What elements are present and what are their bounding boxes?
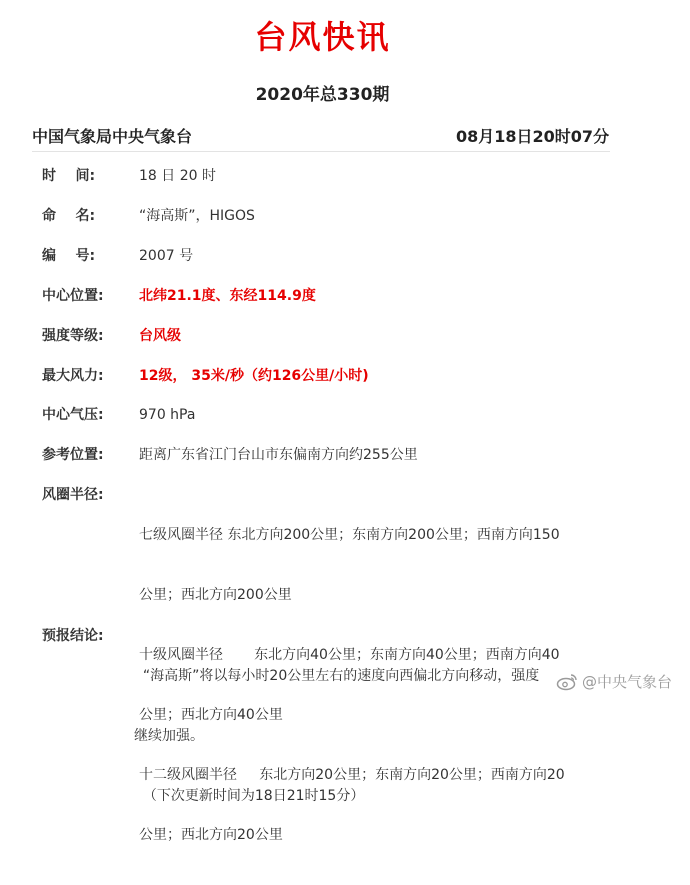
center-position-value: 北纬21.1度、东经114.9度 bbox=[139, 288, 316, 304]
wind-radius-line: 公里；西北方向40公里 bbox=[139, 707, 283, 723]
wind-radius-line: 十二级风圈半径 东北方向20公里；东南方向20公里；西南方向20 bbox=[139, 767, 565, 783]
max-wind-label: 最大风力: bbox=[42, 368, 104, 384]
wind-radius-line: 公里；西北方向200公里 bbox=[139, 587, 292, 603]
pressure-label: 中心气压: bbox=[42, 407, 104, 423]
time-label: 时 间: bbox=[42, 168, 96, 184]
pressure-value: 970 hPa bbox=[139, 407, 196, 423]
forecast-line: “海高斯”将以每小时20公里左右的速度向西偏北方向移动，强度 bbox=[134, 668, 540, 684]
number-value: 2007 号 bbox=[139, 248, 194, 264]
name-label: 命 名: bbox=[42, 208, 96, 224]
page-title: 台风快讯 bbox=[254, 18, 391, 56]
intensity-value: 台风级 bbox=[139, 328, 181, 344]
wind-radius-line: 七级风圈半径 东北方向200公里；东南方向200公里；西南方向150 bbox=[139, 527, 560, 543]
intensity-label: 强度等级: bbox=[42, 328, 104, 344]
reference-value: 距离广东省江门台山市东偏南方向约255公里 bbox=[139, 447, 418, 463]
wind-radius-line: 公里；西北方向20公里 bbox=[139, 827, 283, 843]
agency-name: 中国气象局中央气象台 bbox=[32, 127, 193, 146]
watermark bbox=[556, 671, 672, 692]
watermark-text: @中央气象台 bbox=[582, 673, 673, 691]
forecast-line: 继续加强。 bbox=[134, 728, 204, 744]
name-value: “海高斯”，HIGOS bbox=[139, 208, 255, 224]
forecast-label: 预报结论: bbox=[42, 628, 104, 644]
reference-label: 参考位置: bbox=[42, 447, 104, 463]
issue-number: 2020年总330期 bbox=[255, 85, 390, 105]
time-value: 18 日 20 时 bbox=[139, 168, 216, 184]
forecast-line: （下次更新时间为18日21时15分） bbox=[134, 788, 365, 804]
wind-radius-label: 风圈半径: bbox=[42, 487, 104, 503]
header-divider bbox=[32, 151, 610, 152]
center-position-label: 中心位置: bbox=[42, 288, 104, 304]
weibo-icon bbox=[556, 673, 578, 691]
issue-datetime: 08月18日20时07分 bbox=[456, 127, 610, 146]
forecast-value bbox=[134, 626, 604, 846]
number-label: 编 号: bbox=[42, 248, 96, 264]
wind-radius-line: 十级风圈半径 东北方向40公里；东南方向40公里；西南方向40 bbox=[139, 647, 560, 663]
max-wind-value: 12级， 35米/秒（约126公里/小时) bbox=[139, 368, 369, 384]
